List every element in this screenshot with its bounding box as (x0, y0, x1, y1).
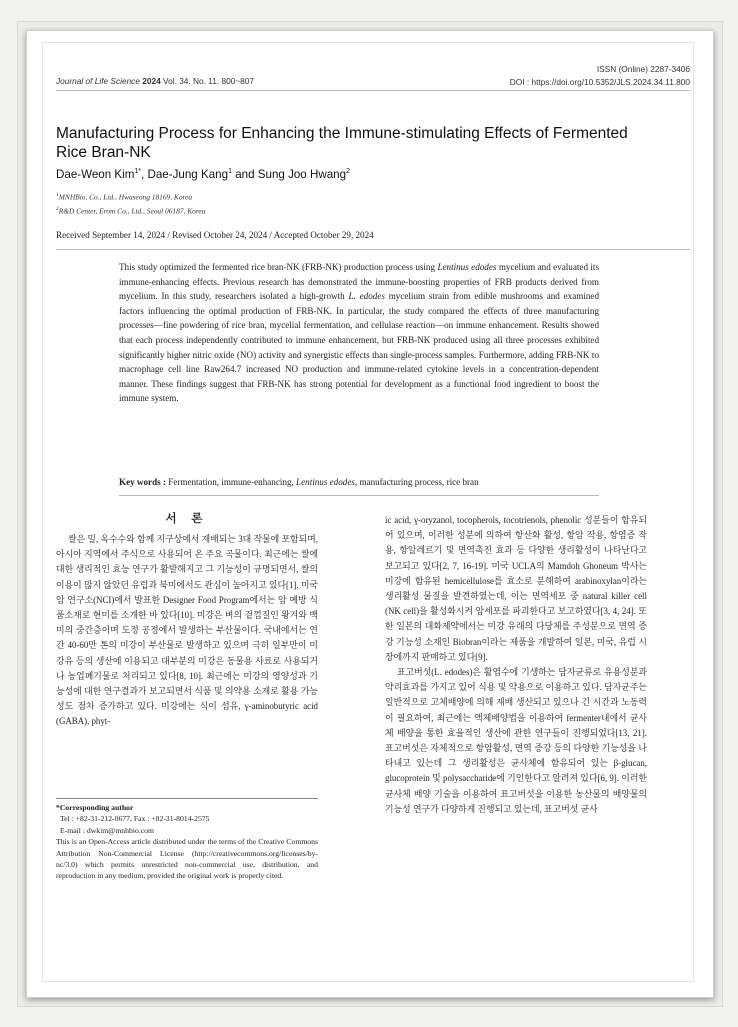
keywords-rule (119, 495, 599, 496)
author-separator: and (231, 168, 258, 181)
affiliation-1-sup: 1 (56, 192, 59, 198)
body-left-column (56, 510, 318, 730)
doi: DOI : https://doi.org/10.5352/JLS.2024.34.11.800 (509, 77, 690, 87)
issn: ISSN (Online) 2287-3406 (596, 64, 690, 74)
received-rule (56, 249, 690, 250)
abstract-text: This study optimized the fermented rice bran-NK (FRB-NK) production process using (119, 262, 438, 272)
footnote-rule (56, 798, 318, 799)
author-2: Dae-Jung Kang (147, 168, 229, 181)
author-1-sup: 1* (134, 168, 142, 176)
author-2-sup: 1 (228, 168, 232, 176)
keywords-label: Key words : (119, 477, 166, 487)
received-dates: Received September 14, 2024 / Revised October 24, 2024 / Accepted October 29, 2024 (56, 230, 374, 240)
paragraph: ic acid, γ-oryzanol, tocopherols, tocotrienols, phenolic 성분들이 함유되어 있으며, 이러한 성분에 의하여 항산화 활성, 항암 작용, 항염증 작용, 항알레르기 및 면역촉진 효과 등 다양한 생리활성이 나타난다고 보고되고 있다[2, 7, 16-19]. 미국 UCLA의 Mamdoh Ghoneum 박사는 미강에 함유된 hemicellulose를 효소로 분해하여 arabinoxylan이라는 생리활성 물질을 발견하였는데, 이는 면역세포 중 natural killer cell (NK cell)을 활성화시켜 암세포를 파괴한다고 보고하였다[3, 4, 24]. 또한 일본의 대화제약에서는 미강 유래의 다당체를 주성분으로 면역 증강 기능성 소재인 Biobran이라는 제품을 개발하여 일본, 미국, 유럽 시장에까지 판매하고 있다[9]. (385, 515, 647, 662)
affiliation-1 (56, 192, 192, 201)
journal-year: 2024 (142, 76, 161, 86)
affiliation-1-text: MNHBio, Co., Ltd., Hwaseong 18169, Korea (58, 192, 193, 202)
abstract-species: Lentinus edodes (437, 262, 497, 272)
affiliation-2-sup: 2 (56, 206, 59, 212)
paragraph: 표고버섯(L. edodes)은 활엽수에 기생하는 담자균류로 유용성분과 약리효과를 가지고 있어 식용 및 약용으로 이용하고 있다. 담자균주는 일반적으로 고체배양에 의해 재배 생산되고 있으나 긴 시간과 노동력이 필요하여, 최근에는 액체배양법을 이용하여 fermenter내에서 균사체 배양을 통한 효율적인 생산에 관한 연구들이 진행되었다[13, 21]. 표고버섯은 자체적으로 항암활성, 면역 증강 등의 다양한 기능성을 나타내고 있는데 그 생리활성은 균사체에 함유되어 있는 β-glucan, glucoprotein 및 polysaccharide에 기인한다고 알려져 있다[6, 9]. 이러한 균사체 배양 기술을 이용하여 표고버섯을 이용한 농산물의 배양물의 기능성 연구가 다양하게 진행되고 있는데, 표고버섯 균사 (385, 667, 647, 814)
journal-name: Journal of Life Science (56, 76, 140, 86)
abstract-text: mycelium and evaluated its immune-enhancing effects. Previous research has demonstrated the immune-boosting properties of FRB products derived from mycelium. In this study, researchers isolated a high-growth (119, 262, 599, 302)
keywords-text: , manufacturing process, rice bran (354, 477, 479, 487)
section-title: 서 론 (165, 513, 209, 525)
body-right-column (385, 513, 647, 817)
keywords-species: Lentinus edodes (296, 477, 355, 487)
journal-citation (56, 76, 254, 86)
corresponding-author-footnote (56, 802, 318, 882)
author-list (56, 168, 350, 181)
author-separator: , (141, 168, 148, 181)
footnote-email: E-mail : dwkim@mnhbio.com (60, 825, 154, 835)
author-1: Dae-Weon Kim (56, 168, 135, 181)
journal-volume: Vol. 34. No. 11. 800~807 (163, 76, 255, 86)
abstract-species: L. edodes (348, 291, 385, 302)
header-rule (56, 90, 690, 91)
keywords (119, 477, 599, 487)
author-3-sup: 2 (346, 168, 350, 176)
affiliation-2-text: R&D Center, Erom Co., Ltd., Seoul 06187, Korea (58, 206, 206, 216)
affiliation-2 (56, 206, 205, 215)
abstract-text: mycelium strain from edible mushrooms and examined factors influencing the optimal production of FRB-NK. In particular, the study compared the effects of three manufacturing processes—fine powdering of rice bran, mycelial fermentation, and cellulase reaction—on immune enhancement. Results showed that each process independently contributed to immune enhancement, but FRB-NK produced using all three processes exhibited significantly higher nitric oxide (NO) activity and synergistic effects than single-process samples. Furthermore, adding FRB-NK to macrophage cell line Raw264.7 increased NO production and immune-related cytokine levels in a concentration-dependent manner. These findings suggest that FRB-NK has strong potential for development as a functional food ingredient to boost the immune system. (119, 291, 599, 404)
footnote-license: This is an Open-Access article distributed under the terms of the Creative Commons Attribution Non-Commercial License (http://creativecommons.org/licenses/by-nc/3.0) which permits unrestricted non-commercial use, distribution, and reproduction in any medium, provided the original work is properly cited. (56, 837, 318, 881)
article-title: Manufacturing Process for Enhancing the Immune-stimulating Effects of Fermented Rice Bran-NK (56, 125, 628, 161)
author-3: Sung Joo Hwang (257, 168, 347, 181)
journal-identifiers (510, 63, 690, 89)
footnote-tel-fax: Tel : +82-31-212-0677, Fax : +82-31-8014-2575 (60, 814, 210, 824)
abstract (119, 260, 599, 406)
paragraph: 쌀은 밀, 옥수수와 함께 지구상에서 재배되는 3대 작물에 포함되며, 아시아 지역에서 주식으로 사용되어 온 주요 곡물이다. 최근에는 쌀에 대한 생리적인 효능 연구가 활발해지고 그 기능성이 규명되면서, 쌀의 이용이 많지 않았던 유럽과 북미에서도 관심이 높아지고 있다[1]. 미국 암 연구소(NCI)에서 발표한 Designer Food Program에서는 암 예방 식품소재로 현미를 소개한 바 있다[10]. 미강은 벼의 겉껍질인 왕겨와 백미의 중간층이며 도정 공정에서 발생하는 부산물이다. 국내에서는 연간 40-60만 톤의 미강이 부산물로 발생하고 있으며 극히 일부만이 미강유 등의 생산에 이용되고 대부분의 미강은 동물용 사료로 사용되거나 농업폐기물로 처리되고 있다[8, 10]. 최근에는 미강의 영양성과 기능성에 대한 연구결과가 보고되면서 식품 및 의약용 소재로 활용 가능성도 점차 증가하고 있다. 미강에는 식이 섬유, γ-aminobutyric acid (GABA), phyt- (56, 534, 318, 727)
keywords-text: Fermentation, immune-enhancing, (165, 477, 297, 487)
footnote-heading: *Corresponding author (56, 803, 134, 812)
